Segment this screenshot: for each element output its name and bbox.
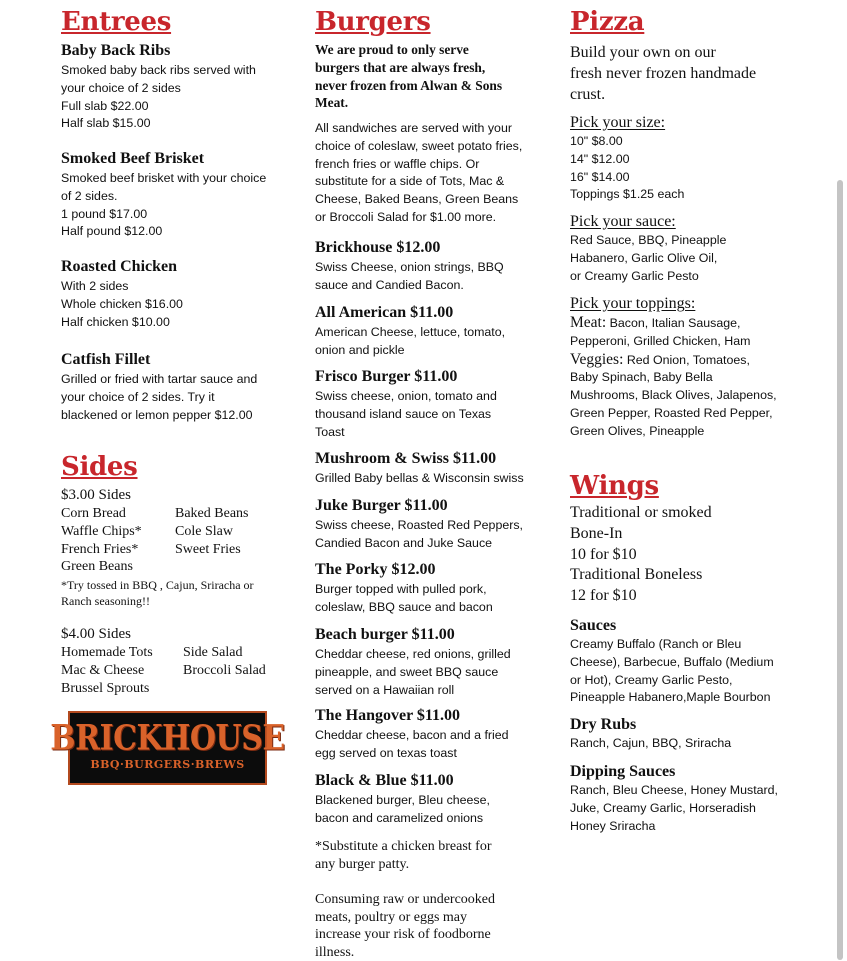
- sauce-line: Cheese), Barbecue, Buffalo (Medium: [570, 654, 774, 669]
- note-line: any burger patty.: [315, 857, 410, 872]
- item-desc: Swiss cheese, Roasted Red Peppers,: [315, 518, 523, 532]
- burger-black-blue: [315, 771, 490, 828]
- side-item: French Fries*: [61, 541, 139, 557]
- topping-line: Green Pepper, Roasted Red Pepper,: [570, 405, 773, 420]
- dipping-heading: Dipping Sauces: [570, 763, 676, 780]
- burgers-intro: [315, 41, 502, 112]
- rub-line: Ranch, Cajun, BBQ, Sriracha: [570, 736, 732, 750]
- dry-rubs-heading: Dry Rubs: [570, 716, 637, 733]
- note-line: meats, poultry or eggs may: [315, 909, 468, 925]
- item-desc: coleslaw, BBQ sauce and bacon: [315, 599, 493, 614]
- item-price: Half chicken $10.00: [61, 314, 170, 329]
- item-name: The Porky $12.00: [315, 561, 436, 578]
- intro-line: fresh never frozen handmade: [570, 65, 757, 82]
- veggies-label: Veggies:: [570, 350, 624, 368]
- item-desc: your choice of 2 sides: [61, 80, 181, 95]
- item-desc: Burger topped with pulled pork,: [315, 582, 487, 596]
- note-line: *Substitute a chicken breast for: [315, 839, 492, 854]
- item-desc: bacon and caramelized onions: [315, 810, 484, 825]
- item-name: Juke Burger $11.00: [315, 497, 448, 514]
- item-desc: Swiss cheese, onion, tomato and: [315, 389, 497, 403]
- size-option: 14" $12.00: [570, 151, 630, 166]
- menu-item-chicken: [61, 257, 183, 331]
- item-price: 1 pound $17.00: [61, 206, 148, 221]
- item-desc: of 2 sides.: [61, 188, 118, 203]
- item-name: Baby Back Ribs: [61, 42, 171, 59]
- menu-item-ribs: [61, 41, 256, 133]
- pizza-sauces: [570, 212, 726, 285]
- side-item: Brussel Sprouts: [61, 680, 150, 696]
- menu-item-brisket: [61, 149, 266, 241]
- item-name: Roasted Chicken: [61, 258, 178, 275]
- item-desc: Candied Bacon and Juke Sauce: [315, 535, 493, 550]
- note-line: increase your risk of foodborne: [315, 927, 491, 943]
- burger-beach: [315, 625, 511, 699]
- item-desc: Smoked baby back ribs served with: [61, 63, 256, 77]
- item-desc: Grilled Baby bellas & Wisconsin swiss: [315, 471, 524, 485]
- item-name: Frisco Burger $11.00: [315, 368, 458, 385]
- note-line: Consuming raw or undercooked: [315, 892, 496, 907]
- item-price: Whole chicken $16.00: [61, 296, 183, 311]
- intro-line: never frozen from Alwan & Sons: [315, 77, 503, 93]
- item-desc: onion and pickle: [315, 342, 405, 357]
- dip-line: Ranch, Bleu Cheese, Honey Mustard,: [570, 783, 778, 797]
- dip-line: Juke, Creamy Garlic, Horseradish: [570, 800, 756, 815]
- item-desc: pineapple, and sweet BBQ sauce: [315, 664, 499, 679]
- intro-line: Meat.: [315, 95, 349, 111]
- sides-three-heading: $3.00 Sides: [61, 487, 132, 503]
- item-desc: Toast: [315, 424, 345, 439]
- burger-brickhouse: [315, 238, 504, 295]
- pizza-sizes: [570, 113, 684, 204]
- item-name: All American $11.00: [315, 304, 454, 321]
- topping-line: Pepperoni, Grilled Chicken, Ham: [570, 333, 751, 348]
- item-desc: Swiss Cheese, onion strings, BBQ: [315, 260, 504, 274]
- item-name: Brickhouse $12.00: [315, 239, 441, 256]
- consumption-warning: [315, 891, 495, 961]
- side-item: Sweet Fries: [175, 541, 241, 557]
- item-price: Half slab $15.00: [61, 116, 151, 131]
- topping-line: Green Olives, Pineapple: [570, 423, 705, 438]
- wings-title: Wings: [570, 471, 659, 501]
- toppings-heading: Pick your toppings:: [570, 295, 696, 312]
- item-desc: sauce and Candied Bacon.: [315, 277, 464, 292]
- sauce-line: Creamy Buffalo (Ranch or Bleu: [570, 637, 742, 651]
- item-desc: Grilled or fried with tartar sauce and: [61, 372, 258, 386]
- note-line: Cheese, Baked Beans, Green Beans: [315, 192, 519, 207]
- wing-sauces-heading: Sauces: [570, 617, 617, 634]
- pizza-toppings: [570, 294, 777, 441]
- chicken-substitute-note: [315, 838, 492, 874]
- size-option: 16" $14.00: [570, 169, 630, 184]
- side-item: Broccoli Salad: [183, 662, 266, 678]
- side-item: Side Salad: [183, 645, 243, 660]
- item-desc: egg served on texas toast: [315, 745, 457, 760]
- sauce-line: or Creamy Garlic Pesto: [570, 268, 699, 283]
- item-desc: Cheddar cheese, red onions, grilled: [315, 647, 511, 661]
- size-option: 10" $8.00: [570, 134, 623, 148]
- brickhouse-logo: [50, 711, 285, 785]
- sauce-line: or Hot), Creamy Garlic Pesto,: [570, 672, 733, 687]
- note-line: or Broccoli Salad for $1.00 more.: [315, 209, 497, 224]
- item-price: Half pound $12.00: [61, 224, 163, 239]
- dip-line: Honey Sriracha: [570, 818, 656, 833]
- item-desc: thousand island sauce on Texas: [315, 406, 492, 421]
- topping-line: Bacon, Italian Sausage,: [606, 316, 741, 330]
- burger-mushroom-swiss: [315, 449, 524, 488]
- item-name: Black & Blue $11.00: [315, 772, 454, 789]
- sides-title: Sides: [61, 452, 138, 482]
- topping-line: Mushrooms, Black Olives, Jalapenos,: [570, 388, 777, 403]
- topping-line: Red Onion, Tomatoes,: [623, 352, 750, 367]
- item-desc: American Cheese, lettuce, tomato,: [315, 325, 506, 339]
- item-name: Beach burger $11.00: [315, 626, 455, 643]
- intro-line: We are proud to only serve: [315, 42, 469, 57]
- topping-line: Baby Spinach, Baby Bella: [570, 370, 713, 385]
- intro-line: burgers that are always fresh,: [315, 59, 486, 75]
- note-line: choice of coleslaw, sweet potato fries,: [315, 138, 523, 153]
- wings-line: Traditional or smoked: [570, 504, 712, 521]
- note-line: substitute for a side of Tots, Mac &: [315, 174, 505, 189]
- sauce-line: Habanero, Garlic Olive Oil,: [570, 250, 718, 265]
- item-name: Catfish Fillet: [61, 351, 151, 368]
- note-line: All sandwiches are served with your: [315, 121, 512, 135]
- item-name: Mushroom & Swiss $11.00: [315, 450, 497, 467]
- item-desc: Cheddar cheese, bacon and a fried: [315, 728, 509, 742]
- side-item: Cole Slaw: [175, 523, 233, 539]
- menu-item-catfish: [61, 350, 257, 424]
- toppings-price: Toppings $1.25 each: [570, 187, 685, 202]
- burger-frisco: [315, 367, 497, 441]
- item-desc: served on a Hawaiian roll: [315, 682, 455, 697]
- scrollbar[interactable]: [837, 180, 843, 960]
- side-item: Homemade Tots: [61, 645, 153, 660]
- entrees-title: Entrees: [61, 7, 172, 37]
- wings-price: 10 for $10: [570, 545, 637, 563]
- burger-porky: [315, 560, 493, 617]
- item-desc: blackened or lemon pepper $12.00: [61, 407, 253, 422]
- item-desc: Blackened burger, Bleu cheese,: [315, 793, 490, 807]
- sandwich-note: [315, 120, 522, 227]
- wings-intro: [570, 503, 712, 607]
- pizza-intro: [570, 42, 756, 105]
- meat-label: Meat:: [570, 314, 607, 331]
- wings-sauces: [570, 616, 774, 707]
- item-name: The Hangover $11.00: [315, 707, 461, 724]
- size-heading: Pick your size:: [570, 114, 666, 131]
- pizza-title: Pizza: [570, 7, 645, 37]
- sides-three: [61, 486, 285, 609]
- logo-tagline: BBQ·BURGERS·BREWS: [90, 758, 245, 771]
- sides-four-heading: $4.00 Sides: [61, 626, 132, 642]
- sauce-heading: Pick your sauce:: [570, 213, 676, 230]
- item-price: Full slab $22.00: [61, 98, 149, 113]
- sauce-line: Pineapple Habanero,Maple Bourbon: [570, 690, 771, 705]
- wings-dry-rubs: [570, 715, 731, 753]
- wings-price: 12 for $10: [570, 587, 637, 605]
- item-desc: your choice of 2 sides. Try it: [61, 389, 215, 404]
- burger-hangover: [315, 706, 509, 763]
- intro-line: crust.: [570, 86, 606, 103]
- wings-line: Bone-In: [570, 524, 623, 542]
- burgers-title: Burgers: [315, 7, 431, 37]
- sides-note: *Try tossed in BBQ , Cajun, Sriracha or Ranch seasoning!!: [61, 578, 254, 609]
- wings-line: Traditional Boneless: [570, 566, 703, 584]
- note-line: french fries or waffle chips. Or: [315, 156, 480, 171]
- logo-wordmark: BRICKHOUSE: [50, 718, 285, 759]
- intro-line: Build your own on our: [570, 44, 716, 61]
- item-desc: Smoked beef brisket with your choice: [61, 171, 267, 185]
- side-item: Green Beans: [61, 559, 133, 575]
- sauce-line: Red Sauce, BBQ, Pineapple: [570, 233, 727, 247]
- side-item: Corn Bread: [61, 506, 126, 521]
- sides-four: [61, 625, 293, 697]
- item-desc: With 2 sides: [61, 279, 129, 293]
- note-line: illness.: [315, 944, 355, 960]
- side-item: Waffle Chips*: [61, 523, 142, 539]
- burger-juke: [315, 496, 523, 553]
- item-name: Smoked Beef Brisket: [61, 150, 205, 167]
- burger-all-american: [315, 303, 505, 360]
- wings-dipping: [570, 762, 778, 835]
- side-item: Mac & Cheese: [61, 662, 145, 678]
- side-item: Baked Beans: [175, 506, 249, 521]
